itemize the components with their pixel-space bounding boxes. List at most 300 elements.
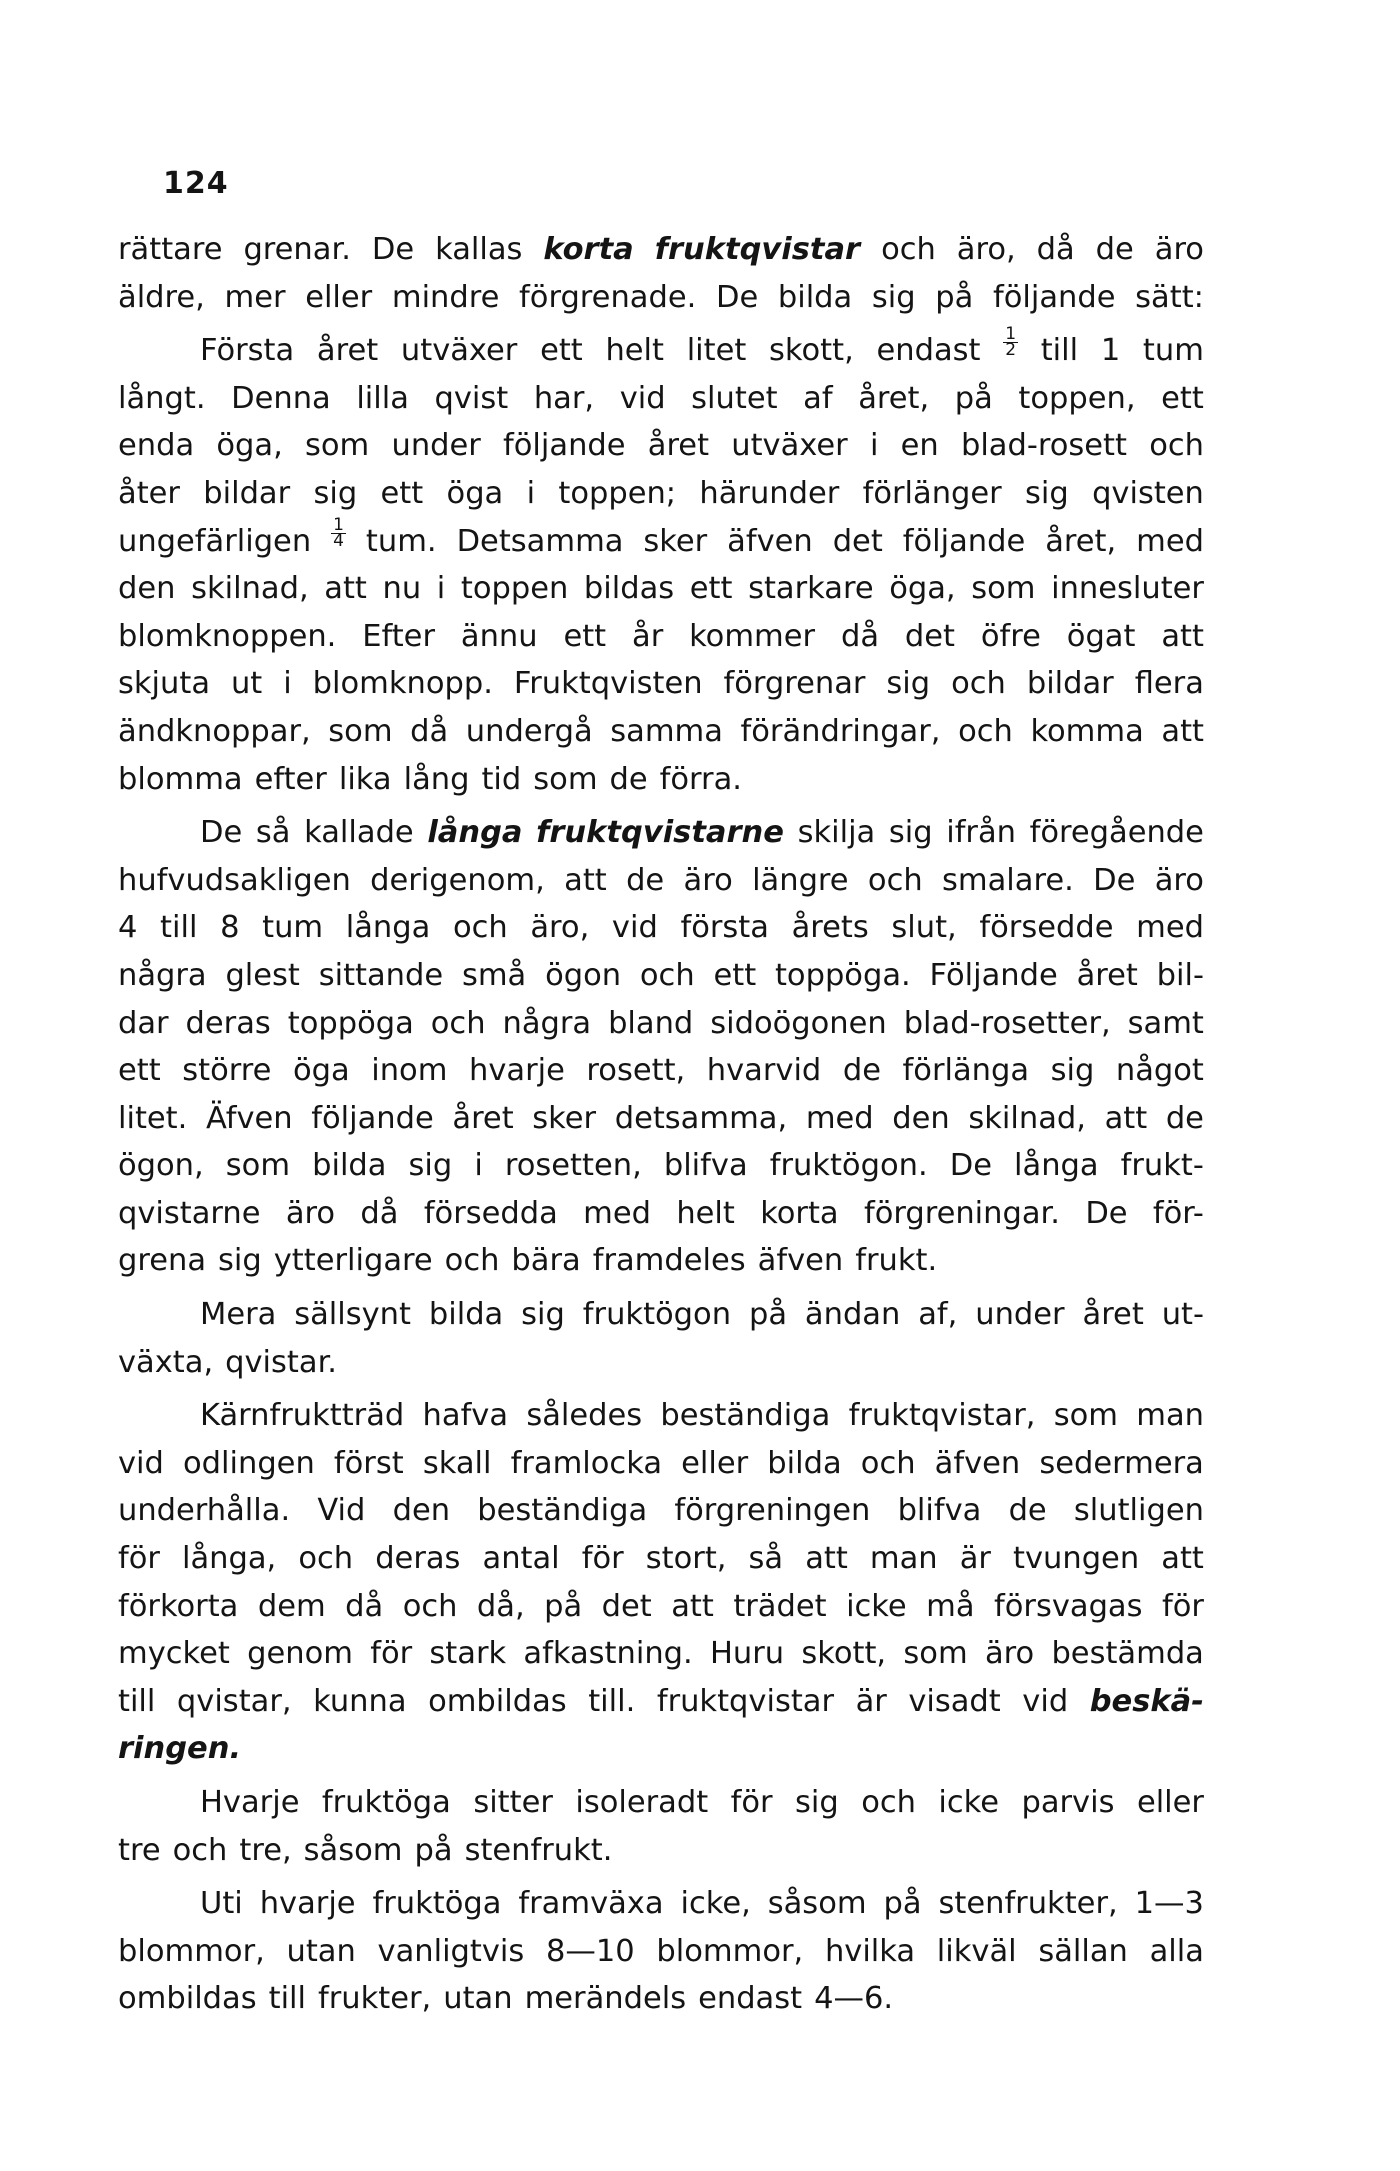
word: alla (1149, 1933, 1204, 1969)
word: mycket (118, 1636, 230, 1672)
word: qvistar, (176, 1683, 292, 1719)
word: försedda (423, 1195, 558, 1231)
word: och (402, 1588, 458, 1624)
word: kommer (689, 618, 816, 654)
word: man (1136, 1398, 1204, 1434)
word: för (370, 1636, 413, 1672)
text-line (118, 1392, 1204, 1440)
word: ögon (545, 957, 622, 993)
word: qvisten (1092, 475, 1204, 511)
word: förra. (659, 761, 742, 797)
word: med (583, 1195, 651, 1231)
word: samt (1127, 1005, 1204, 1041)
word: med (1136, 910, 1204, 946)
word: sig (1025, 475, 1069, 511)
word: stenfrukt. (464, 1832, 613, 1868)
word: helt (676, 1195, 735, 1231)
word: fruktöga (372, 1886, 502, 1922)
word: sker (532, 1100, 597, 1136)
text-line (118, 1339, 1204, 1387)
word: korta (760, 1195, 839, 1231)
word: förgreningar. (863, 1195, 1060, 1231)
word: framdeles (592, 1243, 746, 1279)
word: äldre, (118, 279, 205, 315)
text-line (118, 1237, 1204, 1285)
word: qvistarne (118, 1195, 261, 1231)
word: förgreningen (674, 1493, 871, 1529)
word: följande (902, 523, 1026, 559)
word: vid (611, 910, 658, 946)
word: lilla (356, 380, 409, 416)
word: kallas (435, 232, 523, 267)
word: litet (686, 333, 747, 369)
word: långt. (118, 380, 206, 416)
word: långa, (182, 1541, 277, 1577)
word: och (1149, 428, 1204, 464)
word: sig (871, 279, 916, 315)
word: äro (984, 1636, 1035, 1672)
word: växta, (118, 1344, 214, 1380)
word: för (730, 1785, 773, 1820)
word: som (1053, 1398, 1118, 1434)
word: Detsamma (456, 523, 624, 559)
word: förlänger (862, 475, 1002, 511)
word: några (118, 957, 207, 993)
word: mindre (391, 279, 500, 315)
word: samma (610, 713, 723, 749)
word: fruktögon (582, 1297, 732, 1333)
word: må (926, 1588, 975, 1624)
word: Hvarje (200, 1785, 300, 1820)
word: eller (1136, 1785, 1204, 1820)
word: De (200, 815, 243, 851)
word: är (959, 1541, 991, 1577)
word: grena (118, 1243, 207, 1279)
word: då (360, 1195, 399, 1231)
word: försvagas (994, 1588, 1143, 1624)
word: är (855, 1683, 887, 1719)
word: sig (888, 815, 933, 851)
word: det (832, 523, 883, 559)
word: isoleradt (575, 1785, 709, 1820)
word: sig (218, 1243, 262, 1279)
word: blomknoppen. (118, 618, 337, 654)
word: till (1040, 333, 1079, 369)
paragraph (118, 226, 1204, 321)
word: åter (118, 475, 180, 511)
text-line (118, 1725, 1204, 1773)
text-line (118, 1095, 1204, 1143)
word: beskä- (1089, 1683, 1204, 1719)
word: skott, (801, 1636, 887, 1672)
word: underhålla. (118, 1493, 291, 1529)
word: med (805, 1100, 874, 1136)
word: skall (422, 1445, 492, 1481)
word: icke, (680, 1886, 751, 1922)
word: undergå (465, 713, 593, 749)
word: starkare (748, 571, 874, 607)
word: blifva (897, 1493, 982, 1529)
word: sig (521, 1297, 565, 1333)
word: deras (375, 1541, 461, 1577)
word: de (842, 1053, 881, 1089)
word: att (1161, 713, 1204, 749)
word: sig (795, 1785, 839, 1820)
word: att (564, 862, 607, 898)
word: det (904, 618, 955, 654)
word: endast (698, 1981, 803, 2017)
word: slut, (891, 910, 957, 946)
word: de (626, 862, 665, 898)
word: hufvudsakligen (118, 862, 351, 898)
word: utan (286, 1933, 356, 1969)
word: och (298, 1541, 354, 1577)
word: ett (713, 957, 757, 993)
body-text (118, 226, 1204, 2023)
word: ut- (1161, 1297, 1204, 1333)
word: genom (247, 1636, 353, 1672)
word: stort, (645, 1541, 727, 1577)
word: öga, (889, 571, 956, 607)
word: för (118, 1541, 160, 1577)
word: utväxer (731, 428, 848, 464)
word: sker (643, 523, 708, 559)
text-line (118, 274, 1204, 322)
word: helt (605, 333, 664, 369)
word: hvarje (469, 1053, 565, 1089)
word: ögat (1066, 618, 1136, 654)
word: såsom (303, 1832, 403, 1868)
word: som (971, 571, 1036, 607)
word: komma (1030, 713, 1144, 749)
word: och (881, 232, 936, 267)
word: året, (858, 380, 930, 416)
word: rosett, (586, 1053, 686, 1089)
word: som (328, 713, 393, 749)
word: blifva (663, 1148, 748, 1184)
word: försedde (979, 910, 1114, 946)
text-line (118, 565, 1204, 613)
word: följande (503, 428, 626, 464)
word: parvis (1021, 1785, 1115, 1820)
word: härunder (699, 475, 840, 511)
word: det (601, 1588, 652, 1624)
word: fruktqvistar (656, 1683, 835, 1719)
word: kallade (304, 815, 414, 851)
word: något (1115, 1053, 1204, 1089)
word: skott, (769, 333, 854, 369)
word: föregående (1029, 815, 1204, 851)
paragraph (118, 324, 1204, 803)
word: äro, (956, 232, 1016, 267)
paragraph (118, 1880, 1204, 2023)
word: att (1161, 618, 1204, 654)
word: sedermera (1039, 1445, 1204, 1481)
word: i (869, 428, 879, 464)
word: vid (619, 380, 666, 416)
word: först (333, 1445, 404, 1481)
word: Mera (200, 1297, 277, 1333)
word: äfven (727, 523, 813, 559)
word: vanligtvis (377, 1933, 525, 1969)
word: Äfven (205, 1100, 293, 1136)
word: De (1085, 1195, 1128, 1231)
word: ett (689, 571, 733, 607)
word: frukter, (318, 1981, 432, 2017)
word: tre (118, 1832, 161, 1868)
word: De (949, 1148, 992, 1184)
word: då (345, 1588, 384, 1624)
word: hvarje (259, 1886, 356, 1922)
word: blad-rosetter, (903, 1005, 1111, 1041)
word: året (1076, 957, 1138, 993)
text-line (118, 857, 1204, 905)
word: frukt- (1120, 1148, 1204, 1184)
word: en (900, 428, 939, 464)
word: sätt: (1135, 279, 1204, 315)
word: på (414, 1832, 453, 1868)
word: bilda (312, 1148, 387, 1184)
word: visadt (908, 1683, 1001, 1719)
word: dem (257, 1588, 326, 1624)
word: till (118, 1683, 156, 1719)
word: små (461, 957, 527, 993)
word: äro (1154, 862, 1204, 898)
text-line (118, 1142, 1204, 1190)
word: för (581, 1541, 624, 1577)
word: glest (225, 957, 300, 993)
word: ombildas (428, 1683, 567, 1719)
word: deras (185, 1005, 271, 1041)
page-number: 124 (163, 166, 229, 201)
word: Vid (317, 1493, 366, 1529)
word: med (1136, 523, 1204, 559)
word: förändringar, (740, 713, 941, 749)
word: och (639, 957, 695, 993)
word: sig (313, 475, 358, 511)
word: till. (588, 1683, 636, 1719)
word: skjuta (118, 666, 211, 702)
word: Första (200, 333, 295, 369)
word: under (975, 1297, 1065, 1333)
fraction-half: $\frac{1}{2}$ (1005, 324, 1017, 361)
paragraph (118, 809, 1204, 1285)
word: således (526, 1398, 643, 1434)
word: 4—6. (814, 1981, 894, 2017)
word: icke (938, 1785, 1000, 1820)
text-line (118, 1000, 1204, 1048)
word: och (958, 713, 1013, 749)
text-line (118, 1190, 1204, 1238)
word: öga (292, 1053, 350, 1089)
word: fruktögon. (769, 1148, 928, 1184)
word: Fruktqvisten (513, 666, 703, 702)
word: De (371, 232, 415, 267)
word: sidoögonen (710, 1005, 887, 1041)
word: sig (886, 666, 931, 702)
word: då (1036, 232, 1075, 267)
word: slutligen (1073, 1493, 1204, 1529)
word: Uti (200, 1886, 243, 1922)
word: och (444, 1243, 500, 1279)
word: blad-rosett (960, 428, 1127, 464)
word: några (502, 1005, 592, 1041)
word: korta (543, 232, 634, 267)
text-line (118, 1975, 1204, 2023)
word: den (118, 571, 176, 607)
word: ändknoppar, (118, 713, 311, 749)
text-line (118, 422, 1204, 470)
word: den (892, 1100, 950, 1136)
paragraph (118, 1392, 1204, 1773)
word: af, (918, 1297, 958, 1333)
word: 1 (1100, 333, 1121, 369)
word: litet. (118, 1100, 188, 1136)
word: att (805, 1541, 848, 1577)
word: ett (540, 333, 583, 369)
word: af (803, 380, 833, 416)
word: året (316, 333, 379, 369)
text-line (118, 1047, 1204, 1095)
word: endast (876, 333, 981, 369)
word: vid (118, 1445, 164, 1481)
word: fruktqvistar, (848, 1398, 1036, 1434)
word: man (869, 1541, 938, 1577)
word: till (268, 1981, 307, 2017)
word: året (647, 428, 710, 464)
word: bildas (583, 571, 675, 607)
word: flera (1134, 666, 1204, 702)
word: slutet (691, 380, 778, 416)
word: långa (1014, 1148, 1099, 1184)
word: 8—10 (546, 1933, 635, 1969)
word: år (632, 618, 664, 654)
text-line (118, 226, 1204, 274)
word: enda (118, 428, 195, 464)
word: smalare. (942, 862, 1074, 898)
word: ut (230, 666, 263, 702)
text-line (118, 708, 1204, 756)
word: blomknopp. (312, 666, 493, 702)
word: långa (345, 910, 431, 946)
word: och (452, 910, 508, 946)
word: De (715, 279, 759, 315)
word: de (1165, 1100, 1204, 1136)
word: såsom (767, 1886, 867, 1922)
word: och (951, 666, 1006, 702)
word: i (474, 1148, 483, 1184)
word: äro (1154, 232, 1204, 267)
word: bilda (428, 1297, 504, 1333)
word: frukt. (855, 1243, 938, 1279)
word: förgrenade. (519, 279, 697, 315)
word: öga (446, 475, 504, 511)
word: i (436, 571, 446, 607)
word: sig (1050, 1053, 1095, 1089)
word: bildar (1026, 666, 1114, 702)
word: ännu (460, 618, 538, 654)
word: blommor, (118, 1933, 265, 1969)
word: då (840, 618, 880, 654)
word: fruktqvistar (654, 232, 861, 267)
word: som (533, 761, 598, 797)
word: fruktqvistarne (536, 815, 784, 851)
word: ett (563, 618, 607, 654)
word: inom (371, 1053, 448, 1089)
word: att (671, 1588, 714, 1624)
word: under (391, 428, 481, 464)
word: tre, (239, 1832, 292, 1868)
word: på (883, 1886, 922, 1922)
word: toppen (460, 571, 569, 607)
word: De (1093, 862, 1136, 898)
text-line (118, 952, 1204, 1000)
word: ett (1161, 380, 1204, 416)
word: Efter (362, 618, 435, 654)
fraction-quarter: $\frac{1}{4}$ (333, 514, 344, 551)
word: följande (311, 1100, 434, 1136)
text-line (118, 375, 1204, 423)
word: dar (118, 1005, 169, 1041)
word: afkastning. (523, 1636, 693, 1672)
word: lika (338, 761, 392, 797)
text-line (118, 324, 1204, 375)
text-line (118, 1487, 1204, 1535)
word: utan (443, 1981, 513, 2017)
word: nu (382, 571, 422, 607)
word: ett (380, 475, 424, 511)
word: ringen. (118, 1731, 242, 1767)
word: stark (429, 1636, 507, 1672)
word: antal (482, 1541, 560, 1577)
word: ombildas (118, 1981, 257, 2017)
word: eller (305, 279, 373, 315)
word: bilda (767, 1445, 842, 1481)
word: framväxa (518, 1886, 664, 1922)
word: i (283, 666, 292, 702)
word: Huru (709, 1636, 785, 1672)
word: förgrenar (723, 666, 866, 702)
word: rättare (118, 232, 223, 267)
word: Kärnfruktträd (200, 1398, 405, 1434)
text-line (118, 1880, 1204, 1928)
word: som (903, 1636, 968, 1672)
word: på (748, 1297, 788, 1333)
word: sällan (1038, 1933, 1128, 1969)
word: framlocka (510, 1445, 663, 1481)
text-line (118, 1827, 1204, 1875)
word: att (1104, 1100, 1148, 1136)
word: odlingen (183, 1445, 315, 1481)
word: derigenom, (370, 862, 545, 898)
word: äro (683, 862, 733, 898)
word: tum (262, 910, 324, 946)
word: ett (118, 1053, 161, 1089)
word: förkorta (118, 1588, 239, 1624)
word: årets (791, 910, 869, 946)
word: och (172, 1832, 228, 1868)
word: de (609, 761, 648, 797)
text-line (118, 1291, 1204, 1339)
word: sällsynt (294, 1297, 411, 1333)
text-line (118, 470, 1204, 518)
word: skilnad, (968, 1100, 1086, 1136)
word: toppöga. (774, 957, 911, 993)
word: de (1008, 1493, 1047, 1529)
word: för- (1152, 1195, 1204, 1231)
word: skilja (797, 815, 876, 851)
word: sig (408, 1148, 453, 1184)
